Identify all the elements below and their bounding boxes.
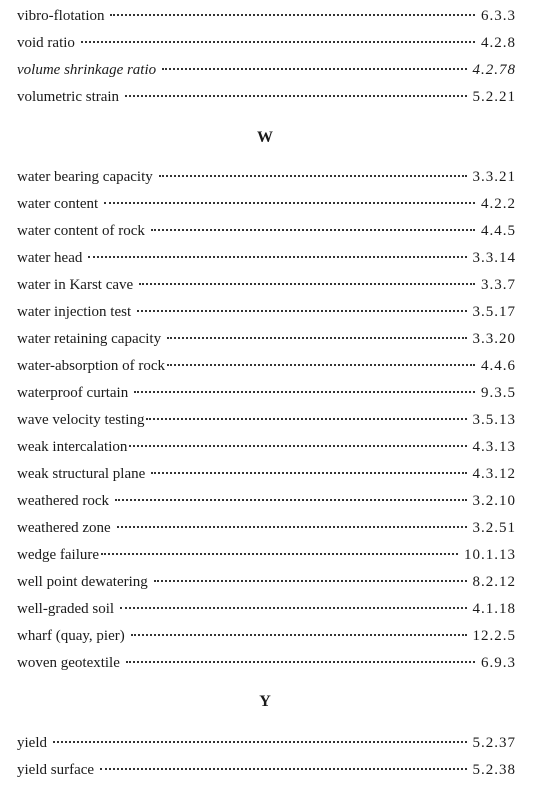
index-entry — [17, 272, 516, 298]
index-term: water retaining capacity — [17, 331, 162, 347]
index-term: water bearing capacity — [17, 169, 153, 185]
dot-leader — [110, 14, 475, 16]
dot-leader — [159, 175, 467, 177]
dot-leader — [167, 364, 475, 366]
section-reference: 4.2.78 — [472, 62, 516, 78]
index-entry — [17, 3, 516, 29]
index-entry — [17, 434, 516, 460]
index-term: wave velocity testing — [17, 412, 145, 428]
index-entry — [17, 245, 516, 271]
index-entry — [17, 191, 516, 217]
section-reference: 3.2.10 — [472, 493, 516, 509]
index-entry — [17, 380, 516, 406]
index-entry — [17, 84, 516, 110]
section-reference: 6.3.3 — [481, 8, 516, 24]
dot-leader — [139, 283, 475, 285]
index-term: water content — [17, 196, 99, 212]
section-reference: 3.5.17 — [472, 304, 516, 320]
section-reference: 3.3.21 — [472, 169, 516, 185]
index-term: well-graded soil — [17, 601, 115, 617]
index-entry — [17, 461, 516, 487]
dot-leader — [126, 661, 475, 663]
dot-leader — [146, 418, 466, 420]
section-reference: 3.3.14 — [472, 250, 516, 266]
index-term: weak intercalation — [17, 439, 128, 455]
dot-leader — [115, 499, 466, 501]
dot-leader — [151, 472, 466, 474]
dot-leader — [137, 310, 466, 312]
index-term: void ratio — [17, 35, 75, 51]
index-term: wharf (quay, pier) — [17, 628, 125, 644]
dot-leader — [120, 607, 466, 609]
section-reference: 4.4.5 — [481, 223, 516, 239]
index-entry — [17, 730, 516, 756]
index-entry — [17, 326, 516, 352]
index-entry — [17, 515, 516, 541]
section-reference: 5.2.21 — [472, 89, 516, 105]
section-reference: 6.9.3 — [481, 655, 516, 671]
section-reference: 10.1.13 — [464, 547, 516, 563]
dot-leader — [117, 526, 467, 528]
index-term: weathered rock — [17, 493, 110, 509]
index-term: vibro-flotation — [17, 8, 105, 24]
index-entry — [17, 353, 516, 379]
index-entry — [17, 623, 516, 649]
index-entry — [17, 218, 516, 244]
section-reference: 4.3.12 — [472, 466, 516, 482]
section-heading-y: Y — [259, 693, 271, 710]
section-reference: 3.5.13 — [472, 412, 516, 428]
section-reference: 9.3.5 — [481, 385, 516, 401]
index-entry — [17, 488, 516, 514]
index-term: weak structural plane — [17, 466, 146, 482]
dot-leader — [100, 768, 466, 770]
index-entry — [17, 407, 516, 433]
index-entry — [17, 57, 516, 83]
dot-leader — [162, 68, 466, 70]
dot-leader — [88, 256, 466, 258]
index-term: yield — [17, 735, 47, 751]
index-term: weathered zone — [17, 520, 111, 536]
section-heading-w: W — [257, 129, 273, 146]
index-entry — [17, 569, 516, 595]
dot-leader — [101, 553, 458, 555]
dot-leader — [81, 41, 475, 43]
index-term: waterproof curtain — [17, 385, 129, 401]
section-reference: 5.2.37 — [472, 735, 516, 751]
index-term: woven geotextile — [17, 655, 120, 671]
index-term: wedge failure — [17, 547, 100, 563]
section-reference: 4.2.8 — [481, 35, 516, 51]
index-entry — [17, 542, 516, 568]
index-entry — [17, 757, 516, 783]
dot-leader — [53, 741, 467, 743]
dot-leader — [151, 229, 475, 231]
index-entry — [17, 650, 516, 676]
index-term: yield surface — [17, 762, 95, 778]
section-reference: 8.2.12 — [472, 574, 516, 590]
index-entry — [17, 164, 516, 190]
index-entry — [17, 596, 516, 622]
index-term: water injection test — [17, 304, 132, 320]
index-term: volume shrinkage ratio — [17, 62, 157, 78]
section-reference: 3.3.20 — [472, 331, 516, 347]
index-term: water-absorption of rock — [17, 358, 165, 374]
index-term: volumetric strain — [17, 89, 120, 105]
dot-leader — [154, 580, 467, 582]
section-reference: 12.2.5 — [472, 628, 516, 644]
index-entry — [17, 30, 516, 56]
dot-leader — [131, 634, 467, 636]
section-reference: 4.2.2 — [481, 196, 516, 212]
dot-leader — [134, 391, 475, 393]
dot-leader — [167, 337, 466, 339]
section-reference: 4.4.6 — [481, 358, 516, 374]
index-term: water content of rock — [17, 223, 145, 239]
section-reference: 5.2.38 — [472, 762, 516, 778]
section-reference: 4.3.13 — [472, 439, 516, 455]
section-reference: 3.2.51 — [472, 520, 516, 536]
section-reference: 4.1.18 — [472, 601, 516, 617]
dot-leader — [129, 445, 466, 447]
index-entry — [17, 299, 516, 325]
dot-leader — [125, 95, 466, 97]
index-term: well point dewatering — [17, 574, 148, 590]
section-reference: 3.3.7 — [481, 277, 516, 293]
dot-leader — [104, 202, 475, 204]
index-term: water in Karst cave — [17, 277, 134, 293]
index-term: water head — [17, 250, 83, 266]
